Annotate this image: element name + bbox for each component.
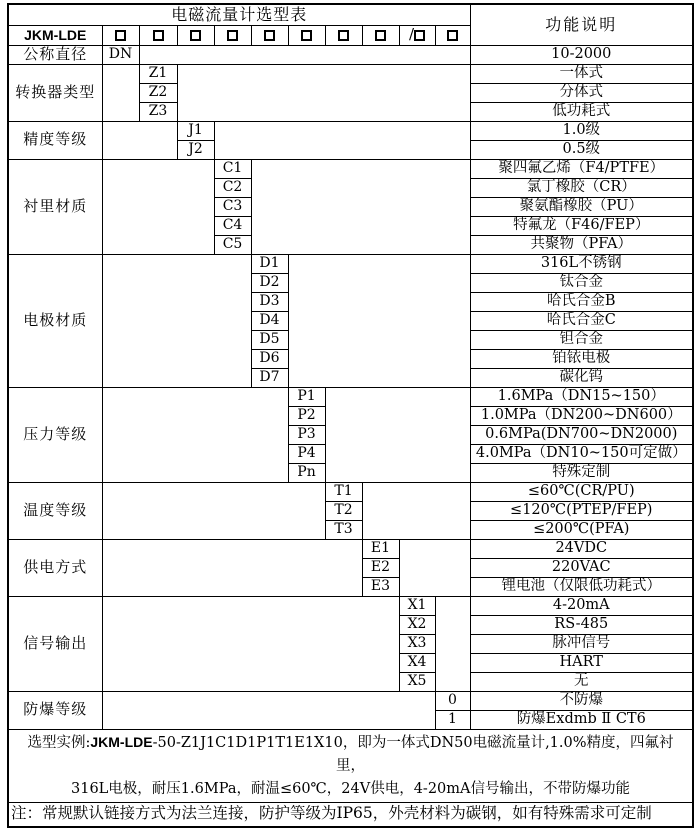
code-cell: C5 [214, 235, 251, 254]
filler-cell [139, 45, 470, 64]
filler-cell [102, 691, 435, 729]
example-row [8, 729, 693, 802]
code-cell: C3 [214, 197, 251, 216]
desc-cell: ≤200℃(PFA) [470, 520, 693, 539]
checkbox-icon[interactable] [414, 30, 425, 41]
filler-cell [251, 159, 470, 254]
filler-cell [102, 387, 288, 482]
desc-cell: 特殊定制 [470, 463, 693, 482]
model-checkbox-cell[interactable] [288, 25, 325, 45]
checkbox-icon[interactable] [447, 30, 458, 41]
note-row [8, 802, 693, 827]
filler-cell [325, 387, 470, 482]
desc-cell: 碳化钨 [470, 368, 693, 387]
desc-cell: 4-20mA [470, 596, 693, 615]
checkbox-icon[interactable] [115, 30, 126, 41]
model-prefix-label: JKM-LDE [8, 25, 102, 45]
model-checkbox-cell[interactable] [362, 25, 399, 45]
model-checkbox-cell[interactable] [399, 25, 435, 45]
code-cell: D7 [251, 368, 288, 387]
table-row [8, 482, 693, 501]
code-cell: Z3 [139, 102, 177, 121]
group-label-accuracy: 精度等级 [8, 121, 102, 159]
checkbox-icon[interactable] [264, 30, 275, 41]
desc-cell: 1.0MPa（DN200~DN600） [470, 406, 693, 425]
selection-table [7, 3, 694, 828]
filler-cell [102, 159, 214, 254]
desc-cell: 0.6MPa(DN700~DN2000) [470, 425, 693, 444]
code-cell: Z1 [139, 64, 177, 83]
checkbox-icon[interactable] [227, 30, 238, 41]
desc-cell: 防爆Exdmb Ⅱ CT6 [470, 710, 693, 729]
desc-cell: 哈氏合金B [470, 292, 693, 311]
desc-cell: 无 [470, 672, 693, 691]
desc-cell: HART [470, 653, 693, 672]
desc-cell: 聚氨酯橡胶（PU） [470, 197, 693, 216]
code-cell: C2 [214, 178, 251, 197]
example-prefix: 选型实例: [27, 734, 91, 751]
code-cell: J2 [177, 140, 214, 159]
code-cell: D5 [251, 330, 288, 349]
desc-cell: 不防爆 [470, 691, 693, 710]
desc-cell: ≤120℃(PTEP/FEP) [470, 501, 693, 520]
code-cell: X5 [399, 672, 435, 691]
filler-cell [102, 121, 177, 159]
filler-cell [102, 254, 251, 387]
model-checkbox-cell[interactable] [177, 25, 214, 45]
filler-cell [102, 596, 399, 691]
code-cell: D2 [251, 273, 288, 292]
filler-cell [435, 596, 470, 691]
table-row [8, 539, 693, 558]
table-row [8, 159, 693, 178]
table-row [8, 254, 693, 273]
checkbox-icon[interactable] [375, 30, 386, 41]
model-checkbox-cell[interactable] [435, 25, 470, 45]
desc-cell: 聚四氟乙烯（F4/PTFE） [470, 159, 693, 178]
example-model-code: JKM-LDE [90, 733, 153, 750]
desc-cell: 24VDC [470, 539, 693, 558]
checkbox-icon[interactable] [190, 30, 201, 41]
note-text: 注：常规默认链接方式为法兰连接，防护等级为IP65，外壳材料为碳钢，如有特殊需求可定制 [8, 802, 693, 827]
desc-cell: 0.5级 [470, 140, 693, 159]
page-title: 电磁流量计选型表 [8, 4, 470, 25]
group-label-pressure: 压力等级 [8, 387, 102, 482]
code-cell: D6 [251, 349, 288, 368]
desc-cell: 分体式 [470, 83, 693, 102]
desc-cell-dn: 10-2000 [470, 45, 693, 64]
example-text-line2: 316L电极，耐压1.6MPa，耐温≤60℃，24V供电，4-20mA信号输出，不带防爆功能 [71, 780, 630, 797]
code-cell: T2 [325, 501, 362, 520]
group-label-converter: 转换器类型 [8, 64, 102, 121]
code-cell: T3 [325, 520, 362, 539]
filler-cell [288, 254, 470, 387]
code-cell: Pn [288, 463, 325, 482]
model-checkbox-cell[interactable] [251, 25, 288, 45]
function-column-header: 功能说明 [470, 4, 693, 45]
filler-cell [399, 539, 470, 596]
desc-cell: 共聚物（PFA） [470, 235, 693, 254]
selection-example [8, 729, 693, 802]
model-checkbox-cell[interactable] [139, 25, 177, 45]
code-cell: P1 [288, 387, 325, 406]
code-cell: C4 [214, 216, 251, 235]
example-text-line1: -50-Z1J1C1D1P1T1E1X10，即为一体式DN50电磁流量计,1.0%精度，四氟衬里， [152, 734, 674, 774]
table-row [8, 387, 693, 406]
code-cell: E1 [362, 539, 399, 558]
code-cell: 0 [435, 691, 470, 710]
table-row [8, 64, 693, 83]
filler-cell [214, 121, 470, 159]
code-cell: D4 [251, 311, 288, 330]
code-cell: D1 [251, 254, 288, 273]
desc-cell: 1.6MPa（DN15~150） [470, 387, 693, 406]
table-row [8, 596, 693, 615]
desc-cell: 一体式 [470, 64, 693, 83]
model-checkbox-cell[interactable] [214, 25, 251, 45]
code-cell: D3 [251, 292, 288, 311]
desc-cell: ≤60℃(CR/PU) [470, 482, 693, 501]
code-cell: P3 [288, 425, 325, 444]
desc-cell: 316L不锈钢 [470, 254, 693, 273]
code-cell: C1 [214, 159, 251, 178]
desc-cell: 氯丁橡胶（CR） [470, 178, 693, 197]
table-row [8, 691, 693, 710]
desc-cell: 钛合金 [470, 273, 693, 292]
group-label-dn: 公称直径 [8, 45, 102, 64]
code-cell: X4 [399, 653, 435, 672]
desc-cell: 4.0MPa（DN10~150可定做） [470, 444, 693, 463]
filler-cell [102, 64, 139, 121]
code-cell: X1 [399, 596, 435, 615]
code-cell: Z2 [139, 83, 177, 102]
model-checkbox-cell[interactable] [325, 25, 362, 45]
desc-cell: RS-485 [470, 615, 693, 634]
code-cell: P4 [288, 444, 325, 463]
desc-cell: 哈氏合金C [470, 311, 693, 330]
group-label-electrode: 电极材质 [8, 254, 102, 387]
desc-cell: 钽合金 [470, 330, 693, 349]
desc-cell: 220VAC [470, 558, 693, 577]
filler-cell [177, 64, 470, 121]
desc-cell: 锂电池（仅限低功耗式） [470, 577, 693, 596]
filler-cell [102, 539, 362, 596]
code-cell: E3 [362, 577, 399, 596]
filler-cell [102, 482, 325, 539]
desc-cell: 低功耗式 [470, 102, 693, 121]
model-checkbox-cell[interactable] [102, 25, 139, 45]
code-cell: E2 [362, 558, 399, 577]
group-label-signal: 信号输出 [8, 596, 102, 691]
slash-prefix: / [408, 25, 415, 44]
checkbox-icon[interactable] [301, 30, 312, 41]
code-cell: 1 [435, 710, 470, 729]
code-cell: X2 [399, 615, 435, 634]
code-cell: P2 [288, 406, 325, 425]
group-label-temperature: 温度等级 [8, 482, 102, 539]
code-cell: J1 [177, 121, 214, 140]
checkbox-icon[interactable] [153, 30, 164, 41]
desc-cell: 1.0级 [470, 121, 693, 140]
desc-cell: 铂铱电极 [470, 349, 693, 368]
group-label-power: 供电方式 [8, 539, 102, 596]
filler-cell [362, 482, 470, 539]
checkbox-icon[interactable] [338, 30, 349, 41]
code-cell-dn: DN [102, 45, 139, 64]
group-label-explosion: 防爆等级 [8, 691, 102, 729]
desc-cell: 特氟龙（F46/FEP） [470, 216, 693, 235]
dn-row [8, 45, 693, 64]
group-label-liner: 衬里材质 [8, 159, 102, 254]
code-cell: X3 [399, 634, 435, 653]
code-cell: T1 [325, 482, 362, 501]
desc-cell: 脉冲信号 [470, 634, 693, 653]
table-row [8, 121, 693, 140]
